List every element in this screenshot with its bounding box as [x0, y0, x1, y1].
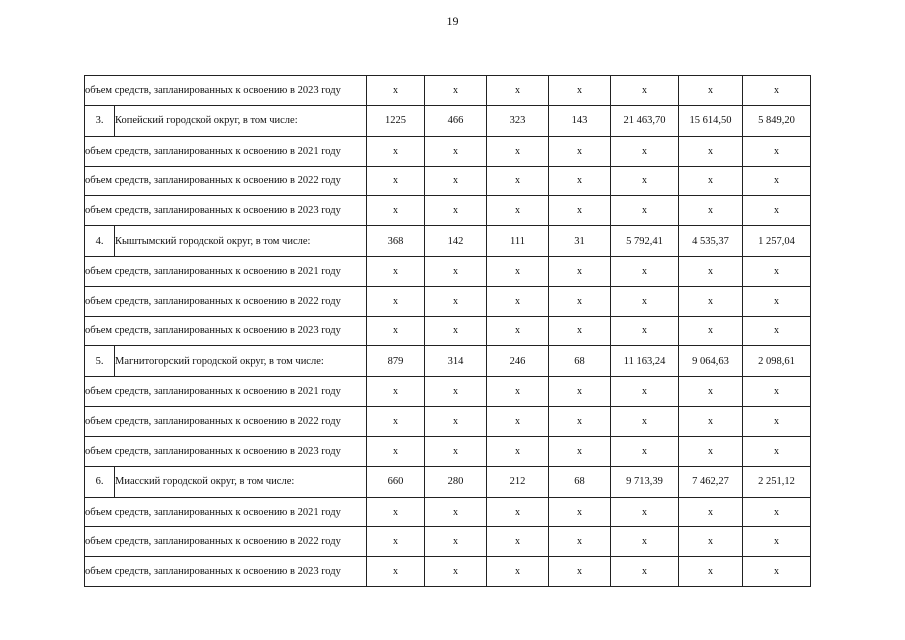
value-cell: 21 463,70: [611, 105, 679, 136]
value-cell: x: [549, 196, 611, 226]
value-cell: x: [679, 316, 743, 346]
value-cell: x: [367, 286, 425, 316]
value-cell: 143: [549, 105, 611, 136]
row-label: объем средств, запланированных к освоению в 2022 году: [85, 166, 367, 196]
value-cell: x: [367, 436, 425, 466]
row-number: 3.: [85, 105, 115, 136]
value-cell: x: [487, 316, 549, 346]
value-cell: x: [743, 527, 811, 557]
year-row: [85, 76, 811, 106]
value-cell: x: [549, 257, 611, 287]
value-cell: x: [487, 527, 549, 557]
year-row: [85, 316, 811, 346]
value-cell: 1225: [367, 105, 425, 136]
value-cell: x: [487, 136, 549, 166]
year-row: [85, 377, 811, 407]
value-cell: x: [611, 377, 679, 407]
row-number: 6.: [85, 466, 115, 497]
value-cell: x: [611, 407, 679, 437]
value-cell: x: [367, 527, 425, 557]
year-row: [85, 497, 811, 527]
value-cell: 15 614,50: [679, 105, 743, 136]
value-cell: x: [425, 377, 487, 407]
value-cell: 246: [487, 346, 549, 377]
value-cell: x: [611, 136, 679, 166]
value-cell: x: [679, 377, 743, 407]
value-cell: 2 251,12: [743, 466, 811, 497]
row-label: объем средств, запланированных к освоению в 2021 году: [85, 257, 367, 287]
value-cell: x: [743, 557, 811, 587]
value-cell: x: [367, 316, 425, 346]
value-cell: x: [425, 76, 487, 106]
value-cell: x: [679, 527, 743, 557]
value-cell: x: [679, 257, 743, 287]
row-label: объем средств, запланированных к освоению в 2023 году: [85, 436, 367, 466]
row-label: объем средств, запланированных к освоению в 2021 году: [85, 377, 367, 407]
value-cell: 4 535,37: [679, 225, 743, 256]
value-cell: x: [679, 166, 743, 196]
value-cell: x: [487, 497, 549, 527]
value-cell: x: [549, 377, 611, 407]
value-cell: x: [611, 557, 679, 587]
row-number: 4.: [85, 225, 115, 256]
page-number: 19: [446, 14, 459, 28]
municipality-name: Кыштымский городской округ, в том числе:: [115, 225, 367, 256]
row-label: объем средств, запланированных к освоению в 2023 году: [85, 196, 367, 226]
value-cell: x: [487, 557, 549, 587]
value-cell: x: [425, 436, 487, 466]
value-cell: x: [549, 316, 611, 346]
value-cell: x: [367, 257, 425, 287]
value-cell: x: [367, 196, 425, 226]
value-cell: x: [367, 407, 425, 437]
municipality-name: Магнитогорский городской округ, в том числе:: [115, 346, 367, 377]
value-cell: x: [679, 286, 743, 316]
value-cell: x: [611, 527, 679, 557]
value-cell: x: [367, 497, 425, 527]
value-cell: x: [425, 136, 487, 166]
value-cell: x: [549, 527, 611, 557]
year-row: [85, 557, 811, 587]
value-cell: 7 462,27: [679, 466, 743, 497]
value-cell: 142: [425, 225, 487, 256]
value-cell: x: [611, 76, 679, 106]
value-cell: x: [549, 497, 611, 527]
value-cell: x: [611, 436, 679, 466]
budget-table: [84, 75, 811, 587]
value-cell: x: [611, 257, 679, 287]
value-cell: x: [487, 76, 549, 106]
value-cell: x: [611, 166, 679, 196]
year-row: [85, 257, 811, 287]
value-cell: x: [425, 316, 487, 346]
value-cell: x: [549, 286, 611, 316]
value-cell: x: [679, 196, 743, 226]
value-cell: x: [611, 196, 679, 226]
value-cell: x: [487, 377, 549, 407]
value-cell: x: [611, 497, 679, 527]
value-cell: x: [487, 196, 549, 226]
value-cell: x: [487, 257, 549, 287]
value-cell: x: [425, 497, 487, 527]
value-cell: x: [487, 407, 549, 437]
row-label: объем средств, запланированных к освоению в 2023 году: [85, 557, 367, 587]
value-cell: x: [549, 557, 611, 587]
value-cell: x: [679, 497, 743, 527]
row-label: объем средств, запланированных к освоению в 2023 году: [85, 76, 367, 106]
value-cell: x: [743, 257, 811, 287]
value-cell: x: [679, 407, 743, 437]
value-cell: 2 098,61: [743, 346, 811, 377]
value-cell: x: [679, 557, 743, 587]
row-label: объем средств, запланированных к освоению в 2021 году: [85, 136, 367, 166]
value-cell: x: [549, 136, 611, 166]
value-cell: 323: [487, 105, 549, 136]
value-cell: 280: [425, 466, 487, 497]
value-cell: x: [487, 436, 549, 466]
value-cell: x: [367, 166, 425, 196]
value-cell: 212: [487, 466, 549, 497]
value-cell: 1 257,04: [743, 225, 811, 256]
value-cell: x: [425, 257, 487, 287]
value-cell: 31: [549, 225, 611, 256]
value-cell: x: [549, 166, 611, 196]
value-cell: x: [425, 407, 487, 437]
year-row: [85, 286, 811, 316]
value-cell: 5 849,20: [743, 105, 811, 136]
value-cell: x: [743, 136, 811, 166]
municipality-row: [85, 346, 811, 377]
row-label: объем средств, запланированных к освоению в 2022 году: [85, 527, 367, 557]
row-label: объем средств, запланированных к освоению в 2021 году: [85, 497, 367, 527]
value-cell: x: [611, 286, 679, 316]
value-cell: 879: [367, 346, 425, 377]
row-label: объем средств, запланированных к освоению в 2023 году: [85, 316, 367, 346]
value-cell: x: [743, 377, 811, 407]
value-cell: x: [367, 557, 425, 587]
value-cell: x: [367, 377, 425, 407]
municipality-name: Копейский городской округ, в том числе:: [115, 105, 367, 136]
value-cell: x: [549, 436, 611, 466]
value-cell: x: [743, 196, 811, 226]
value-cell: x: [425, 196, 487, 226]
value-cell: 5 792,41: [611, 225, 679, 256]
value-cell: x: [743, 286, 811, 316]
value-cell: x: [743, 76, 811, 106]
value-cell: 466: [425, 105, 487, 136]
value-cell: x: [425, 166, 487, 196]
value-cell: 11 163,24: [611, 346, 679, 377]
municipality-name: Миасский городской округ, в том числе:: [115, 466, 367, 497]
municipality-row: [85, 466, 811, 497]
value-cell: x: [743, 497, 811, 527]
value-cell: x: [549, 407, 611, 437]
value-cell: x: [367, 76, 425, 106]
year-row: [85, 436, 811, 466]
value-cell: 111: [487, 225, 549, 256]
municipality-row: [85, 225, 811, 256]
value-cell: x: [743, 166, 811, 196]
row-number: 5.: [85, 346, 115, 377]
year-row: [85, 527, 811, 557]
value-cell: x: [743, 316, 811, 346]
value-cell: 368: [367, 225, 425, 256]
value-cell: 660: [367, 466, 425, 497]
row-label: объем средств, запланированных к освоению в 2022 году: [85, 286, 367, 316]
value-cell: x: [367, 136, 425, 166]
municipality-row: [85, 105, 811, 136]
value-cell: 68: [549, 466, 611, 497]
year-row: [85, 136, 811, 166]
value-cell: x: [679, 436, 743, 466]
year-row: [85, 407, 811, 437]
value-cell: x: [425, 286, 487, 316]
value-cell: 68: [549, 346, 611, 377]
value-cell: x: [743, 436, 811, 466]
value-cell: x: [743, 407, 811, 437]
value-cell: x: [611, 316, 679, 346]
value-cell: x: [679, 76, 743, 106]
value-cell: x: [679, 136, 743, 166]
value-cell: x: [425, 527, 487, 557]
value-cell: 9 713,39: [611, 466, 679, 497]
value-cell: 9 064,63: [679, 346, 743, 377]
table-body: [85, 76, 811, 587]
value-cell: 314: [425, 346, 487, 377]
value-cell: x: [487, 286, 549, 316]
value-cell: x: [425, 557, 487, 587]
year-row: [85, 196, 811, 226]
year-row: [85, 166, 811, 196]
value-cell: x: [549, 76, 611, 106]
value-cell: x: [487, 166, 549, 196]
row-label: объем средств, запланированных к освоению в 2022 году: [85, 407, 367, 437]
